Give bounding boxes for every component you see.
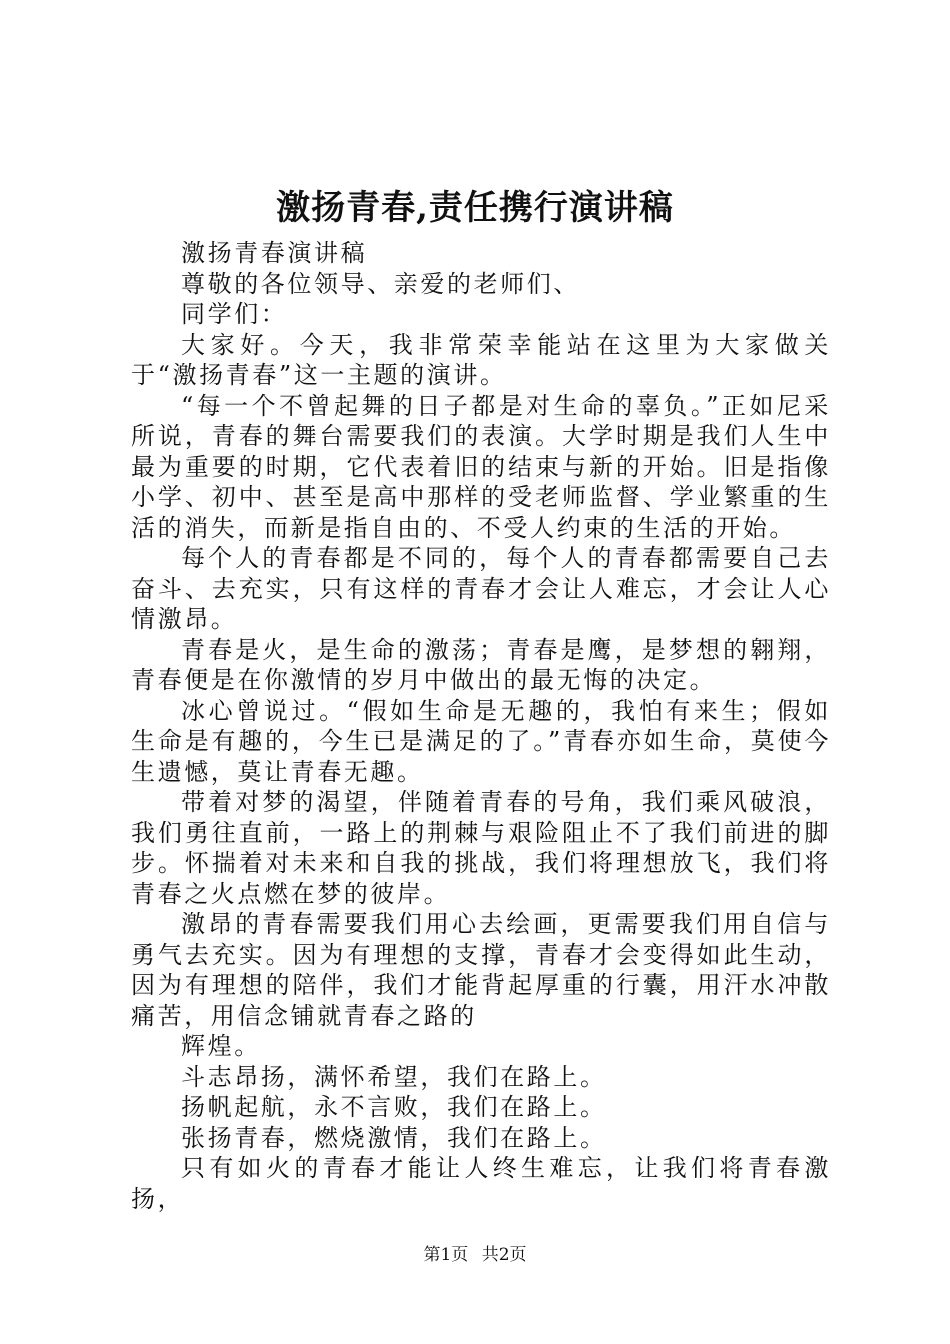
paragraph-on-road-1: 斗志昂扬，满怀希望，我们在路上。 (181, 1062, 607, 1091)
page-number-total: 共2页 (481, 1245, 527, 1265)
paragraph-on-road-2: 扬帆起航，永不言败，我们在路上。 (181, 1093, 607, 1121)
paragraph-youth-different: 每个人的青春都是不同的，每个人的青春都需要自己去奋斗、去充实，只有这样的青春才会让人难忘，才会让人心情激昂。 (131, 544, 831, 633)
paragraph-bingxin: 冰心曾说过。“假如生命是无趣的，我怕有来生；假如生命是有趣的，今生已是满足的了。”青春亦如生命，莫使今生遗憾，莫让青春无趣。 (131, 696, 831, 786)
paragraph-youth-fire: 青春是火，是生命的激荡；青春是鹰，是梦想的翱翔，青春便是在你激情的岁月中做出的最无悔的决定。 (131, 635, 831, 694)
document-title: 激扬青春,责任携行演讲稿 (276, 188, 674, 228)
paragraph-brilliance: 辉煌。 (181, 1032, 261, 1060)
paragraph-greeting-1: 尊敬的各位领导、亲爱的老师们、 (181, 269, 580, 298)
paragraph-greeting-2: 同学们： (181, 300, 288, 328)
page-footer (0, 1244, 950, 1266)
page-number-current: 第1页 (423, 1245, 469, 1265)
paragraph-opening: 大家好。今天，我非常荣幸能站在这里为大家做关于“激扬青春”这一主题的演讲。 (131, 330, 831, 389)
paragraph-ideal: 激昂的青春需要我们用心去绘画，更需要我们用自信与勇气去充实。因为有理想的支撑，青春才会变得如此生动，因为有理想的陪伴，我们才能背起厚重的行囊，用汗水冲散痛苦，用信念铺就青春之路的 (131, 910, 831, 1030)
paragraph-subtitle: 激扬青春演讲稿 (181, 239, 368, 267)
paragraph-nietzsche: “每一个不曾起舞的日子都是对生命的辜负。”正如尼采所说，青春的舞台需要我们的表演。大学时期是我们人生中最为重要的时期，它代表着旧的结束与新的开始。旧是指像小学、初中、甚至是高中那样的受老师监督、学业繁重的生活的消失，而新是指自由的、不受人约束的生活的开始。 (131, 391, 831, 542)
document-body (131, 238, 831, 1214)
paragraph-dream: 带着对梦的渴望，伴随着青春的号角，我们乘风破浪，我们勇往直前，一路上的荆棘与艰险阻止不了我们前进的脚步。怀揣着对未来和自我的挑战，我们将理想放飞，我们将青春之火点燃在梦的彼岸。 (131, 788, 831, 908)
paragraph-closing: 只有如火的青春才能让人终生难忘，让我们将青春激扬， (131, 1154, 831, 1213)
paragraph-on-road-3: 张扬青春，燃烧激情，我们在路上。 (181, 1123, 607, 1152)
